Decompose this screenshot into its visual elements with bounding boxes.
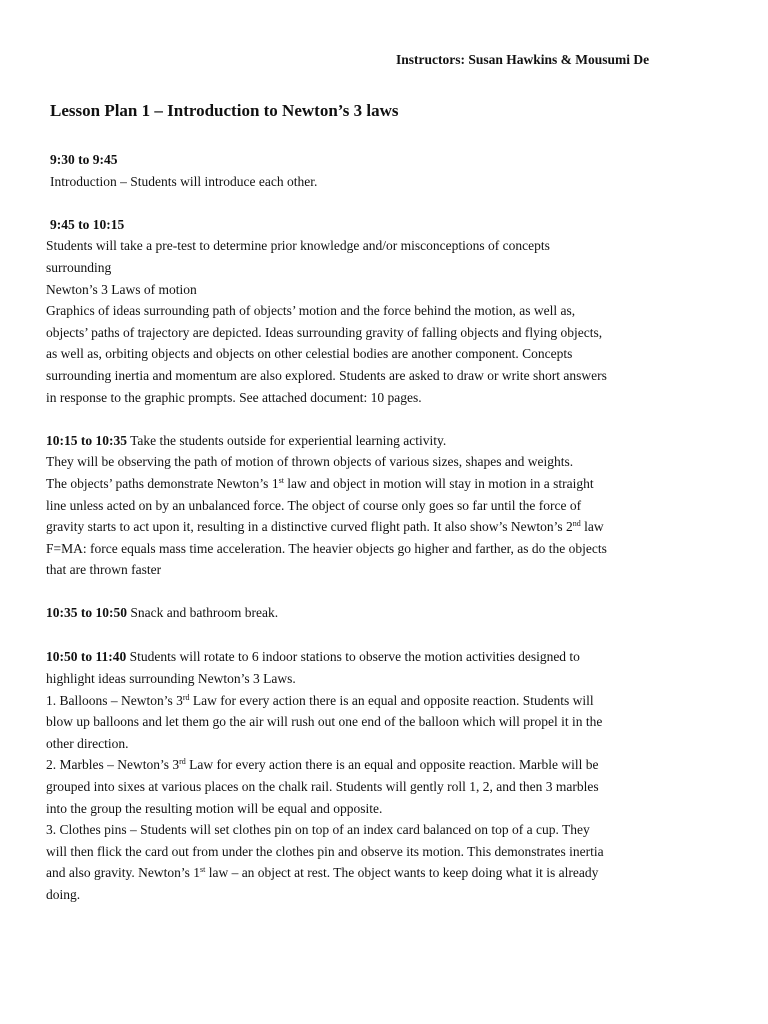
lesson-title: Lesson Plan 1 – Introduction to Newton’s 3 laws — [50, 101, 399, 120]
text-run: law — [580, 519, 604, 535]
paragraph-line: Graphics of ideas surrounding path of objects’ motion and the force behind the motion, as well as, — [46, 303, 576, 319]
paragraph-line — [46, 754, 736, 776]
time-slot: 10:50 to 11:40 — [46, 649, 127, 665]
paragraph-line: other direction. — [46, 735, 129, 751]
time-slot: 9:30 to 9:45 — [50, 152, 118, 167]
paragraph-line: doing. — [46, 886, 81, 902]
paragraph-line: Students will take a pre-test to determine prior knowledge and/or misconceptions of concepts — [46, 238, 550, 254]
paragraph-line: in response to the graphic prompts. See attached document: 10 pages. — [46, 389, 422, 405]
section-break — [46, 602, 736, 624]
paragraph-line: line unless acted on by an unbalanced force. The object of course only goes so far until the force of — [46, 497, 582, 513]
text-run: 1. Balloons – Newton’s 3 — [46, 692, 183, 708]
superscript: nd — [572, 519, 581, 529]
paragraph-line: into the group the resulting motion will be equal and opposite. — [46, 800, 383, 816]
paragraph-line: Introduction – Students will introduce each other. — [50, 173, 318, 189]
section-intro — [46, 149, 736, 192]
paragraph-line — [46, 862, 736, 884]
superscript: rd — [182, 692, 190, 702]
paragraph-line: blow up balloons and let them go the air will rush out one end of the balloon which will propel it in the — [46, 714, 603, 730]
text-run: The objects’ paths demonstrate Newton’s 1 — [46, 475, 279, 491]
paragraph-line: will then flick the card out from under the clothes pin and observe its motion. This demonstrates inertia — [46, 843, 604, 859]
section-outdoor-activity — [46, 430, 736, 581]
time-slot: 9:45 to 10:15 — [50, 216, 125, 232]
text-run: 2. Marbles – Newton’s 3 — [46, 757, 180, 773]
section-pretest — [46, 214, 736, 408]
paragraph-line: highlight ideas surrounding Newton’s 3 Laws. — [46, 671, 296, 687]
paragraph-line — [46, 646, 736, 668]
paragraph-line: grouped into sixes at various places on the chalk rail. Students will gently roll 1, 2, and then 3 marbles — [46, 779, 599, 795]
paragraph-line: surrounding inertia and momentum are also explored. Students are asked to draw or write short answers — [46, 367, 607, 383]
instructors-header: Instructors: Susan Hawkins & Mousumi De — [396, 52, 650, 67]
text-run: Law for every action there is an equal and opposite reaction. Students will — [189, 692, 594, 708]
text-run: law – an object at rest. The object wants to keep doing what it is already — [205, 865, 599, 881]
text-run: Law for every action there is an equal and opposite reaction. Marble will be — [185, 757, 599, 773]
superscript: st — [199, 865, 206, 875]
paragraph-line — [46, 516, 736, 538]
paragraph-line: F=MA: force equals mass time acceleration. The heavier objects go higher and farther, as do the objects — [46, 540, 607, 556]
paragraph-line: Newton’s 3 Laws of motion — [46, 281, 197, 297]
text-run: Take the students outside for experiential learning activity. — [127, 432, 447, 448]
paragraph-line — [46, 602, 736, 624]
paragraph-line: that are thrown faster — [46, 562, 162, 578]
text-run: Snack and bathroom break. — [127, 605, 279, 621]
paragraph-line: They will be observing the path of motion of thrown objects of various sizes, shapes and weights. — [46, 454, 574, 470]
paragraph-line: surrounding — [46, 259, 112, 275]
time-slot: 10:35 to 10:50 — [46, 605, 127, 621]
superscript: rd — [179, 757, 186, 767]
paragraph-line — [46, 430, 736, 452]
paragraph-line — [46, 690, 736, 712]
paragraph-line: objects’ paths of trajectory are depicted. Ideas surrounding gravity of falling objects and flying objects, — [46, 324, 603, 340]
text-run: and also gravity. Newton’s 1 — [46, 865, 200, 881]
text-run: law and object in motion will stay in motion in a straight — [283, 475, 594, 491]
lesson-body — [46, 149, 736, 927]
paragraph-line: as well as, orbiting objects and objects on other celestial bodies are another component. Concepts — [46, 346, 573, 362]
time-slot: 10:15 to 10:35 — [46, 432, 127, 448]
text-run: gravity starts to act upon it, resulting in a distinctive curved flight path. It also show’s Newton’s 2 — [46, 519, 573, 535]
paragraph-line: 3. Clothes pins – Students will set clothes pin on top of an index card balanced on top of a cup. They — [46, 822, 590, 838]
paragraph-line — [46, 473, 736, 495]
text-run: Students will rotate to 6 indoor stations to observe the motion activities designed to — [126, 649, 580, 665]
superscript: st — [278, 475, 284, 485]
section-indoor-stations — [46, 646, 736, 905]
